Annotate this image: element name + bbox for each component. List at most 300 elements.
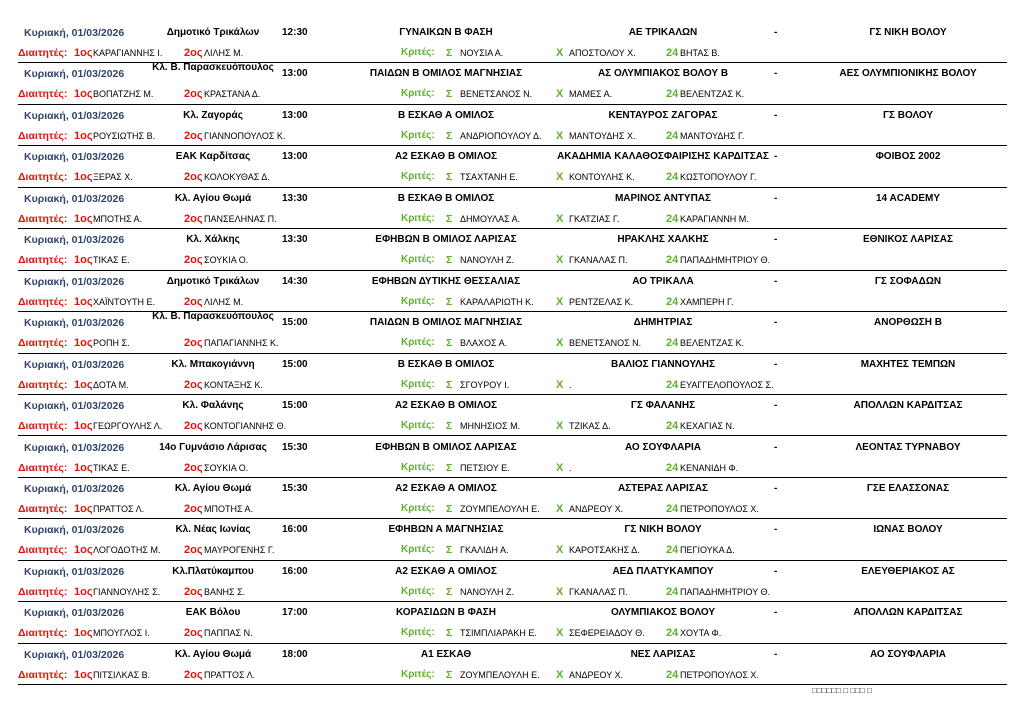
first-referee-label: 1ος [74, 668, 93, 681]
scorer-label: Σ [446, 47, 453, 59]
timekeeper: . [569, 379, 572, 390]
scorer: ΤΣΙΜΠΛΙΑΡΑΚΗ Ε. [460, 628, 537, 639]
away-team: ΑΝΟΡΘΩΣΗ Β [874, 317, 942, 329]
match-competition: ΕΦΗΒΩΝ Β ΟΜΙΛΟΣ ΛΑΡΙΣΑΣ [375, 234, 517, 246]
officials-line [18, 45, 1007, 61]
referees-label: Διαιτητές: [18, 668, 68, 681]
second-referee: ΛΙΛΗΣ Μ. [204, 48, 244, 58]
match-time: 18:00 [282, 648, 308, 660]
shot-clock-operator: ΜΑΝΤΟΥΔΗΣ Γ. [680, 130, 745, 141]
second-referee-label: 2ος [184, 502, 203, 515]
match-date: Κυριακή, 01/03/2026 [24, 234, 125, 247]
match-venue: Δημοτικό Τρικάλων [166, 275, 260, 287]
scorer-label: Σ [446, 502, 453, 515]
second-referee-label: 2ος [184, 544, 203, 557]
first-referee: ΜΠΟΤΗΣ Α. [93, 213, 143, 224]
shot-clock-label: 24 [666, 171, 679, 184]
away-team: ΓΣ ΒΟΛΟΥ [882, 109, 934, 121]
match-venue: ΕΑΚ Καρδίτσας [175, 151, 251, 163]
away-team: ΑΟ ΣΟΥΦΛΑΡΙΑ [869, 648, 947, 660]
shot-clock-label: 24 [666, 378, 679, 391]
match-venue: Κλ. Χάλκης [186, 234, 240, 246]
versus-dash: - [774, 607, 778, 619]
match-competition: ΚΟΡΑΣΙΔΩΝ Β ΦΑΣΗ [395, 607, 497, 619]
home-team: ΑΟ ΤΡΙΚΑΛΑ [632, 275, 694, 287]
away-team: ΓΣ ΝΙΚΗ ΒΟΛΟΥ [869, 27, 947, 38]
match-row [18, 188, 1007, 229]
first-referee-label: 1ος [74, 378, 93, 391]
away-team: ΑΠΟΛΛΩΝ ΚΑΡΔΙΤΣΑΣ [853, 400, 963, 412]
home-team: ΑΕΔ ΠΛΑΤΥΚΑΜΠΟΥ [612, 565, 714, 577]
match-date: Κυριακή, 01/03/2026 [24, 648, 125, 661]
first-referee: ΡΟΥΣΙΩΤΗΣ Β. [93, 130, 156, 141]
second-referee: ΚΟΛΟΚΥΘΑΣ Δ. [204, 172, 270, 183]
timekeeper-label: Χ [556, 502, 564, 515]
away-team: ΑΕΣ ΟΛΥΜΠΙΟΝΙΚΗΣ ΒΟΛΟΥ [839, 68, 977, 80]
second-referee-label: 2ος [184, 420, 203, 433]
versus-dash: - [774, 192, 778, 204]
match-venue: Κλ. Αγίου Θωμά [174, 648, 252, 660]
timekeeper-label: Χ [556, 585, 564, 598]
match-row [18, 478, 1007, 519]
timekeeper-label: Χ [556, 295, 564, 308]
officials-line [18, 128, 1007, 144]
first-referee: ΠΙΤΣΙΛΚΑΣ Β. [93, 669, 151, 680]
match-venue: 14ο Γυμνάσιο Λάρισας [159, 441, 267, 453]
shot-clock-operator: ΕΥΑΓΓΕΛΟΠΟΥΛΟΣ Σ. [680, 379, 774, 390]
match-competition: ΕΦΗΒΩΝ ΔΥΤΙΚΗΣ ΘΕΣΣΑΛΙΑΣ [371, 275, 521, 287]
second-referee: ΠΡΑΤΤΟΣ Λ. [204, 669, 256, 680]
timekeeper: ΒΕΝΕΤΣΑΝΟΣ Ν. [569, 338, 642, 349]
match-info-line [18, 605, 1007, 621]
judges-label: Κριτές: [401, 420, 435, 432]
match-time: 15:00 [282, 317, 308, 329]
officials-line [18, 584, 1007, 600]
match-info-line [18, 522, 1007, 538]
scorer: ΝΑΝΟΥΛΗ Ζ. [460, 255, 515, 266]
scorer-label: Σ [446, 212, 453, 225]
match-info-line [18, 62, 1007, 82]
match-row [18, 519, 1007, 560]
scorer-label: Σ [446, 378, 453, 391]
timekeeper-label: Χ [556, 129, 564, 142]
match-info-line [18, 647, 1007, 663]
match-competition: Α2 ΕΣΚΑΘ Α ΟΜΙΛΟΣ [395, 565, 497, 577]
scorer: ΓΚΑΛΙΔΗ Α. [460, 545, 509, 556]
away-team: ΓΣΕ ΕΛΑΣΣΟΝΑΣ [866, 482, 950, 494]
scorer: ΣΓΟΥΡΟΥ Ι. [460, 379, 510, 390]
timekeeper-label: Χ [556, 378, 564, 391]
versus-dash: - [774, 317, 778, 329]
match-info-line [18, 149, 1007, 165]
timekeeper: ΑΝΔΡΕΟΥ Χ. [569, 669, 624, 680]
officials-line [18, 625, 1007, 641]
second-referee-label: 2ος [184, 668, 203, 681]
match-competition: Α2 ΕΣΚΑΘ Β ΟΜΙΛΟΣ [394, 151, 498, 163]
referees-label: Διαιτητές: [18, 420, 68, 433]
judges-label: Κριτές: [401, 88, 435, 100]
second-referee: ΜΑΥΡΟΓΕΝΗΣ Γ. [204, 545, 275, 556]
judges-label: Κριτές: [401, 129, 435, 141]
match-row [18, 644, 1007, 685]
home-team: ΑΚΑΔΗΜΙΑ ΚΑΛΑΘΟΣΦΑΙΡΙΣΗΣ ΚΑΡΔΙΤΣΑΣ [557, 151, 769, 163]
shot-clock-operator: ΧΑΜΠΕΡΗ Γ. [680, 296, 734, 307]
first-referee-label: 1ος [74, 337, 93, 350]
away-team: 14 ACADEMY [875, 192, 941, 204]
timekeeper-label: Χ [556, 668, 564, 681]
timekeeper-label: Χ [556, 461, 564, 474]
match-date: Κυριακή, 01/03/2026 [24, 400, 125, 413]
scorer-label: Σ [446, 668, 453, 681]
first-referee-label: 1ος [74, 47, 93, 59]
match-date: Κυριακή, 01/03/2026 [24, 607, 125, 620]
timekeeper: ΜΑΜΕΣ Α. [569, 89, 613, 100]
versus-dash: - [774, 234, 778, 246]
home-team: ΑΕ ΤΡΙΚΑΛΩΝ [628, 27, 698, 38]
officials-line [18, 418, 1007, 434]
first-referee: ΞΕΡΑΣ Χ. [93, 172, 133, 183]
versus-dash: - [774, 27, 778, 38]
match-info-line [18, 481, 1007, 497]
timekeeper: ΓΚΑΝΑΛΑΣ Π. [569, 586, 628, 597]
first-referee-label: 1ος [74, 88, 93, 101]
first-referee-label: 1ος [74, 502, 93, 515]
first-referee-label: 1ος [74, 129, 93, 142]
officials-line [18, 86, 1007, 102]
versus-dash: - [774, 648, 778, 660]
match-date: Κυριακή, 01/03/2026 [24, 68, 125, 81]
scorer-label: Σ [446, 254, 453, 267]
second-referee: ΣΟΥΚΙΑ Ο. [204, 462, 249, 473]
match-time: 15:30 [282, 441, 308, 453]
match-row [18, 354, 1007, 395]
match-venue: Κλ. Νέας Ιωνίας [175, 524, 251, 536]
scorer: ΝΟΥΣΙΑ Α. [460, 48, 504, 58]
first-referee: ΛΟΓΟΔΟΤΗΣ Μ. [93, 545, 161, 556]
match-row [18, 395, 1007, 436]
scorer-label: Σ [446, 337, 453, 350]
match-info-line [18, 311, 1007, 331]
shot-clock-operator: ΒΕΛΕΝΤΖΑΣ Κ. [680, 338, 745, 349]
judges-label: Κριτές: [401, 585, 435, 597]
match-competition: Β ΕΣΚΑΘ Β ΟΜΙΛΟΣ [397, 192, 495, 204]
referees-label: Διαιτητές: [18, 88, 68, 101]
versus-dash: - [774, 441, 778, 453]
match-competition: Β ΕΣΚΑΘ Β ΟΜΙΛΟΣ [397, 358, 495, 370]
match-row [18, 63, 1007, 104]
second-referee-label: 2ος [184, 254, 203, 267]
timekeeper-label: Χ [556, 544, 564, 557]
shot-clock-label: 24 [666, 502, 679, 515]
match-competition: Α2 ΕΣΚΑΘ Α ΟΜΙΛΟΣ [395, 482, 497, 494]
shot-clock-operator: ΠΑΠΑΔΗΜΗΤΡΙΟΥ Θ. [680, 586, 771, 597]
first-referee: ΡΟΠΗ Σ. [93, 338, 130, 349]
scorer: ΤΣΑΧΤΑΝΗ Ε. [460, 172, 518, 183]
match-row [18, 602, 1007, 643]
match-date: Κυριακή, 01/03/2026 [24, 524, 125, 537]
referees-label: Διαιτητές: [18, 337, 68, 350]
judges-label: Κριτές: [401, 378, 435, 390]
second-referee-label: 2ος [184, 627, 203, 640]
referees-label: Διαιτητές: [18, 129, 68, 142]
first-referee-label: 1ος [74, 295, 93, 308]
match-date: Κυριακή, 01/03/2026 [24, 358, 125, 371]
shot-clock-operator: ΚΑΡΑΓΙΑΝΝΗ Μ. [680, 213, 749, 224]
match-row [18, 229, 1007, 270]
officials-line [18, 252, 1007, 268]
shot-clock-operator: ΒΗΤΑΣ Β. [680, 48, 720, 58]
away-team: ΙΩΝΑΣ ΒΟΛΟΥ [873, 524, 943, 536]
second-referee-label: 2ος [184, 47, 203, 59]
home-team: ΚΕΝΤΑΥΡΟΣ ΖΑΓΟΡΑΣ [608, 109, 718, 121]
match-competition: Α2 ΕΣΚΑΘ Β ΟΜΙΛΟΣ [394, 400, 498, 412]
second-referee: ΚΟΝΤΑΞΗΣ Κ. [204, 379, 263, 390]
shot-clock-label: 24 [666, 585, 679, 598]
judges-label: Κριτές: [401, 627, 435, 639]
shot-clock-operator: ΚΩΣΤΟΠΟΥΛΟΥ Γ. [680, 172, 757, 183]
first-referee-label: 1ος [74, 585, 93, 598]
first-referee: ΧΑΪΝΤΟΥΤΗ Ε. [93, 296, 156, 307]
scorer-label: Σ [446, 544, 453, 557]
scorer-label: Σ [446, 171, 453, 184]
shot-clock-operator: ΒΕΛΕΝΤΖΑΣ Κ. [680, 89, 745, 100]
match-date: Κυριακή, 01/03/2026 [24, 275, 125, 288]
first-referee-label: 1ος [74, 212, 93, 225]
match-venue: Κλ. Αγίου Θωμά [174, 482, 252, 494]
referees-label: Διαιτητές: [18, 378, 68, 391]
first-referee: ΤΙΚΑΣ Ε. [93, 255, 130, 266]
second-referee-label: 2ος [184, 461, 203, 474]
scorer: ΖΟΥΜΠΕΛΟΥΛΗ Ε. [460, 503, 540, 514]
match-competition: ΓΥΝΑΙΚΩΝ Β ΦΑΣΗ [399, 27, 493, 38]
second-referee-label: 2ος [184, 378, 203, 391]
match-row [18, 271, 1007, 312]
match-row [18, 105, 1007, 146]
scorer-label: Σ [446, 295, 453, 308]
match-row [18, 561, 1007, 602]
match-info-line [18, 357, 1007, 373]
first-referee: ΒΟΠΑΤΖΗΣ Μ. [93, 89, 154, 100]
officials-line [18, 211, 1007, 227]
match-competition: ΕΦΗΒΩΝ Α ΜΑΓΝΗΣΙΑΣ [388, 524, 504, 536]
match-time: 15:30 [282, 482, 308, 494]
match-venue: Δημοτικό Τρικάλων [166, 27, 260, 38]
timekeeper-label: Χ [556, 88, 564, 101]
first-referee-label: 1ος [74, 171, 93, 184]
first-referee: ΠΡΑΤΤΟΣ Λ. [93, 503, 145, 514]
home-team: ΓΣ ΦΑΛΑΝΗΣ [630, 400, 696, 412]
scorer: ΒΛΑΧΟΣ Α. [460, 338, 508, 349]
scorer: ΑΝΔΡΙΟΠΟΥΛΟΥ Δ. [460, 130, 542, 141]
home-team: ΓΣ ΝΙΚΗ ΒΟΛΟΥ [624, 524, 702, 536]
referees-label: Διαιτητές: [18, 171, 68, 184]
match-info-line [18, 440, 1007, 456]
away-team: ΦΟΙΒΟΣ 2002 [875, 151, 941, 163]
match-row [18, 312, 1007, 353]
second-referee-label: 2ος [184, 212, 203, 225]
match-venue: Κλ. Μπακογιάννη [171, 358, 255, 370]
officials-line [18, 294, 1007, 310]
shot-clock-label: 24 [666, 295, 679, 308]
second-referee: ΚΡΑΣΤΑΝΑ Δ. [204, 89, 261, 100]
judges-label: Κριτές: [401, 47, 435, 58]
timekeeper-label: Χ [556, 212, 564, 225]
second-referee: ΛΙΛΗΣ Μ. [204, 296, 244, 307]
second-referee-label: 2ος [184, 585, 203, 598]
match-venue: ΕΑΚ Βόλου [185, 607, 241, 619]
timekeeper: ΓΚΑΝΑΛΑΣ Π. [569, 255, 628, 266]
scorer-label: Σ [446, 420, 453, 433]
shot-clock-operator: ΧΟΥΤΑ Φ. [680, 628, 722, 639]
second-referee-label: 2ος [184, 337, 203, 350]
page-footer: □□□□□□ □ □□□ □ [812, 686, 872, 695]
versus-dash: - [774, 524, 778, 536]
first-referee: ΓΕΩΡΓΟΥΛΗΣ Λ. [93, 421, 163, 432]
scorer: ΝΑΝΟΥΛΗ Ζ. [460, 586, 515, 597]
match-date: Κυριακή, 01/03/2026 [24, 482, 125, 495]
timekeeper-label: Χ [556, 420, 564, 433]
match-competition: Β ΕΣΚΑΘ Α ΟΜΙΛΟΣ [397, 109, 495, 121]
first-referee: ΓΙΑΝΝΟΥΛΗΣ Σ. [93, 586, 161, 597]
match-time: 15:00 [282, 358, 308, 370]
match-row [18, 22, 1007, 63]
timekeeper-label: Χ [556, 47, 564, 59]
second-referee-label: 2ος [184, 88, 203, 101]
home-team: ΔΗΜΗΤΡΙΑΣ [633, 317, 693, 329]
match-time: 13:00 [282, 151, 308, 163]
match-time: 13:00 [282, 109, 308, 121]
match-row [18, 437, 1007, 478]
judges-label: Κριτές: [401, 502, 435, 514]
officials-line [18, 169, 1007, 185]
referees-label: Διαιτητές: [18, 295, 68, 308]
scorer-label: Σ [446, 585, 453, 598]
second-referee-label: 2ος [184, 171, 203, 184]
match-info-line [18, 108, 1007, 124]
versus-dash: - [774, 565, 778, 577]
timekeeper: ΚΑΡΟΤΣΑΚΗΣ Δ. [569, 545, 640, 556]
match-time: 13:30 [282, 234, 308, 246]
match-time: 13:00 [282, 68, 308, 80]
shot-clock-operator: ΠΕΓΙΟΥΚΑ Δ. [680, 545, 735, 556]
first-referee-label: 1ος [74, 420, 93, 433]
match-info-line [18, 232, 1007, 248]
shot-clock-label: 24 [666, 337, 679, 350]
judges-label: Κριτές: [401, 461, 435, 473]
scorer: ΠΕΤΣΙΟΥ Ε. [460, 462, 510, 473]
match-venue: Κλ. Αγίου Θωμά [174, 192, 252, 204]
match-competition: Α1 ΕΣΚΑΘ [420, 648, 472, 660]
scorer: ΔΗΜΟΥΛΑΣ Α. [460, 213, 521, 224]
shot-clock-operator: ΠΕΤΡΟΠΟΥΛΟΣ Χ. [680, 669, 759, 680]
match-time: 13:30 [282, 192, 308, 204]
scorer-label: Σ [446, 627, 453, 640]
first-referee-label: 1ος [74, 627, 93, 640]
second-referee: ΣΟΥΚΙΑ Ο. [204, 255, 249, 266]
versus-dash: - [774, 151, 778, 163]
match-info-line [18, 274, 1007, 290]
second-referee: ΓΙΑΝΝΟΠΟΥΛΟΣ Κ. [204, 130, 286, 141]
shot-clock-label: 24 [666, 212, 679, 225]
officials-line [18, 501, 1007, 517]
match-date: Κυριακή, 01/03/2026 [24, 192, 125, 205]
shot-clock-label: 24 [666, 254, 679, 267]
home-team: ΜΑΡΙΝΟΣ ΑΝΤΥΠΑΣ [614, 192, 712, 204]
shot-clock-label: 24 [666, 627, 679, 640]
timekeeper: ΜΑΝΤΟΥΔΗΣ Χ. [569, 130, 636, 141]
second-referee: ΚΟΝΤΟΓΙΑΝΝΗΣ Θ. [204, 421, 287, 432]
match-competition: ΠΑΙΔΩΝ Β ΟΜΙΛΟΣ ΜΑΓΝΗΣΙΑΣ [369, 317, 523, 329]
shot-clock-label: 24 [666, 668, 679, 681]
second-referee: ΠΑΝΣΕΛΗΝΑΣ Π. [204, 213, 277, 224]
referees-label: Διαιτητές: [18, 461, 68, 474]
home-team: ΟΛΥΜΠΙΑΚΟΣ ΒΟΛΟΥ [610, 607, 716, 619]
away-team: ΛΕΟΝΤΑΣ ΤΥΡΝΑΒΟΥ [855, 441, 961, 453]
match-venue: Κλ. Ζαγοράς [183, 109, 243, 121]
home-team: ΑΣ ΟΛΥΜΠΙΑΚΟΣ ΒΟΛΟΥ Β [597, 68, 729, 80]
judges-label: Κριτές: [401, 254, 435, 266]
officials-line [18, 377, 1007, 393]
shot-clock-label: 24 [666, 88, 679, 101]
judges-label: Κριτές: [401, 295, 435, 307]
home-team: ΒΑΛΙΟΣ ΓΙΑΝΝΟΥΛΗΣ [610, 358, 716, 370]
shot-clock-label: 24 [666, 47, 679, 59]
versus-dash: - [774, 400, 778, 412]
versus-dash: - [774, 482, 778, 494]
match-date: Κυριακή, 01/03/2026 [24, 109, 125, 122]
away-team: ΓΣ ΣΟΦΑΔΩΝ [874, 275, 942, 287]
second-referee: ΜΠΟΤΗΣ Α. [204, 503, 254, 514]
scorer: ΜΗΝΗΣΙΟΣ Μ. [460, 421, 521, 432]
scorer: ΚΑΡΑΛΑΡΙΩΤΗ Κ. [460, 296, 534, 307]
scorer-label: Σ [446, 129, 453, 142]
away-team: ΕΘΝΙΚΟΣ ΛΑΡΙΣΑΣ [863, 234, 953, 246]
shot-clock-operator: ΚΕΝΑΝΙΔΗ Φ. [680, 462, 739, 473]
shot-clock-label: 24 [666, 544, 679, 557]
first-referee-label: 1ος [74, 544, 93, 557]
shot-clock-operator: ΚΕΧΑΓΙΑΣ Ν. [680, 421, 735, 432]
timekeeper: ΓΚΑΤΖΙΑΣ Γ. [569, 213, 620, 224]
match-time: 12:30 [282, 27, 308, 38]
match-date: Κυριακή, 01/03/2026 [24, 27, 125, 39]
match-competition: ΕΦΗΒΩΝ Β ΟΜΙΛΟΣ ΛΑΡΙΣΑΣ [375, 441, 517, 453]
timekeeper: . [569, 462, 572, 473]
referees-label: Διαιτητές: [18, 627, 68, 640]
referees-label: Διαιτητές: [18, 502, 68, 515]
first-referee-label: 1ος [74, 254, 93, 267]
shot-clock-operator: ΠΕΤΡΟΠΟΥΛΟΣ Χ. [680, 503, 759, 514]
away-team: ΜΑΧΗΤΕΣ ΤΕΜΠΩΝ [860, 358, 956, 370]
match-time: 15:00 [282, 400, 308, 412]
first-referee: ΤΙΚΑΣ Ε. [93, 462, 130, 473]
timekeeper: ΚΟΝΤΟΥΛΗΣ Κ. [569, 172, 635, 183]
timekeeper: ΣΕΦΕΡΕΙΑΔΟΥ Θ. [569, 628, 645, 639]
match-venue: Κλ. Β. Παρασκευόπουλος [152, 62, 274, 74]
versus-dash: - [774, 358, 778, 370]
away-team: ΕΛΕΥΘΕΡΙΑΚΟΣ ΑΣ [861, 565, 955, 577]
timekeeper-label: Χ [556, 337, 564, 350]
officials-line [18, 335, 1007, 351]
shot-clock-label: 24 [666, 129, 679, 142]
versus-dash: - [774, 275, 778, 287]
match-venue: Κλ.Πλατύκαμπου [172, 565, 254, 577]
second-referee-label: 2ος [184, 129, 203, 142]
match-time: 14:30 [282, 275, 308, 287]
match-venue: Κλ. Φαλάνης [182, 400, 244, 412]
match-time: 17:00 [282, 607, 308, 619]
second-referee: ΠΑΠΑΓΙΑΝΝΗΣ Κ. [204, 338, 279, 349]
match-row [18, 146, 1007, 187]
